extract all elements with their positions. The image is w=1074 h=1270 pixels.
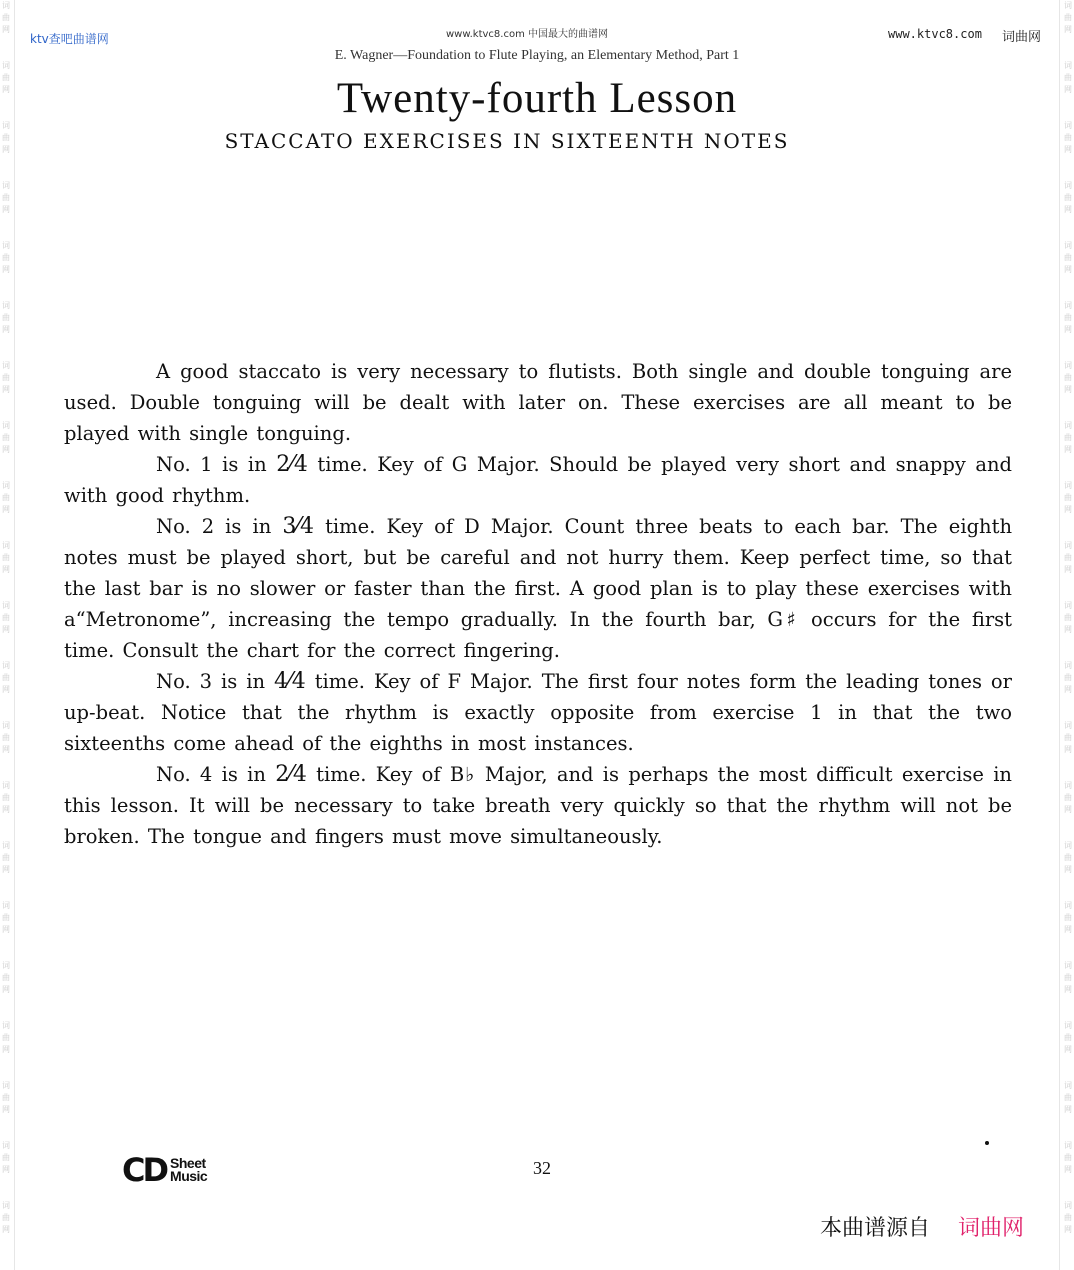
side-watermark-char: 网 <box>1064 145 1072 154</box>
side-watermark-group <box>2 1200 10 1236</box>
side-watermark-group <box>2 780 10 816</box>
side-watermark-char: 网 <box>1064 625 1072 634</box>
side-watermark-char: 网 <box>2 865 10 874</box>
side-watermark-char: 曲 <box>2 253 10 262</box>
lesson-subtitle: STACCATO EXERCISES IN SIXTEENTH NOTES <box>224 129 790 153</box>
side-watermark-char: 曲 <box>2 313 10 322</box>
side-watermark-char: 曲 <box>2 553 10 562</box>
side-watermark-char: 网 <box>1064 1105 1072 1114</box>
paragraph-intro-text: A good staccato is very necessary to flutists. Both single and double tonguing are used. Double tonguing will be dealt with later on. These exercises are all meant to be played with single tonguing. <box>64 360 1012 445</box>
lesson-title: Twenty-fourth Lesson <box>336 75 738 122</box>
side-watermark-char: 曲 <box>1064 253 1072 262</box>
side-watermark-char: 词 <box>1064 541 1072 550</box>
side-watermark-char: 词 <box>2 61 10 70</box>
side-watermark-char: 网 <box>2 385 10 394</box>
side-watermark-char: 词 <box>2 1021 10 1030</box>
side-watermark-char: 曲 <box>2 493 10 502</box>
side-watermark-group <box>1064 900 1072 936</box>
side-watermark-char: 网 <box>1064 325 1072 334</box>
side-watermark-group <box>1064 420 1072 456</box>
side-watermark-group <box>2 1080 10 1116</box>
right-margin-line <box>1059 0 1060 1270</box>
side-watermark-char: 曲 <box>2 913 10 922</box>
watermark-top-right-label[interactable]: 词曲网 <box>1002 30 1042 45</box>
side-watermark-group <box>2 660 10 696</box>
side-watermark-char: 曲 <box>1064 673 1072 682</box>
side-watermark-group <box>2 480 10 516</box>
side-watermark-char: 曲 <box>2 673 10 682</box>
side-watermark-char: 词 <box>1064 421 1072 430</box>
side-watermark-group <box>1064 1200 1072 1236</box>
side-watermark-char: 曲 <box>1064 1093 1072 1102</box>
side-watermark-char: 曲 <box>2 613 10 622</box>
side-watermark-char: 词 <box>1064 181 1072 190</box>
side-watermark-char: 词 <box>1064 361 1072 370</box>
side-watermark-char: 网 <box>2 1165 10 1174</box>
side-watermark-group <box>1064 240 1072 276</box>
side-watermark-char: 词 <box>2 241 10 250</box>
side-watermark-char: 词 <box>1064 781 1072 790</box>
side-watermark-char: 曲 <box>1064 973 1072 982</box>
side-watermark-char: 词 <box>1064 1201 1072 1210</box>
side-watermark-char: 网 <box>2 685 10 694</box>
side-watermark-char: 词 <box>2 781 10 790</box>
side-watermark-char: 曲 <box>1064 313 1072 322</box>
exercise-3-text: time. Key of F Major. The first four notes form the leading tones or up-beat. Notice that the rhythm is exactly opposite from exercise 1 in that the two sixteenths come ahead of the eighths in most instances. <box>64 670 1012 755</box>
side-watermark-char: 网 <box>1064 85 1072 94</box>
logo-cd-mark: CD <box>122 1151 167 1189</box>
right-watermark-strip <box>1062 0 1074 1270</box>
side-watermark-char: 曲 <box>1064 913 1072 922</box>
paragraph-intro <box>64 356 1012 449</box>
side-watermark-char: 网 <box>2 325 10 334</box>
side-watermark-char: 网 <box>1064 565 1072 574</box>
side-watermark-char: 词 <box>1064 481 1072 490</box>
side-watermark-char: 词 <box>2 481 10 490</box>
side-watermark-group <box>2 240 10 276</box>
side-watermark-char: 网 <box>2 25 10 34</box>
side-watermark-char: 网 <box>1064 445 1072 454</box>
side-watermark-group <box>1064 960 1072 996</box>
side-watermark-char: 词 <box>2 1081 10 1090</box>
paragraph-exercise-4 <box>64 759 1012 852</box>
side-watermark-group <box>1064 540 1072 576</box>
side-watermark-char: 曲 <box>2 1213 10 1222</box>
side-watermark-char: 网 <box>1064 925 1072 934</box>
side-watermark-group <box>1064 840 1072 876</box>
logo-words <box>170 1157 207 1183</box>
side-watermark-char: 曲 <box>2 793 10 802</box>
side-watermark-char: 词 <box>1064 121 1072 130</box>
side-watermark-char: 网 <box>2 625 10 634</box>
side-watermark-char: 词 <box>2 841 10 850</box>
side-watermark-char: 网 <box>2 1225 10 1234</box>
side-watermark-char: 词 <box>2 361 10 370</box>
side-watermark-char: 词 <box>1064 241 1072 250</box>
logo-word-sheet: Sheet <box>170 1155 206 1171</box>
side-watermark-group <box>1064 480 1072 516</box>
exercise-2-text: time. Key of D Major. Count three beats to each bar. The eighth notes must be played short, but be careful and not hurry them. Keep perfect time, so that the last bar is no slower or faster than the first. A good plan is to play these exercises with a“Metronome”, increasing the tempo gradually. In the fourth bar, G♯ occurs for the first time. Consult the chart for the correct fingering. <box>64 515 1013 662</box>
time-signature-2-4-b: 2⁄4 <box>275 762 307 787</box>
side-watermark-char: 曲 <box>1064 193 1072 202</box>
exercise-3-lead: No. 3 is in <box>156 670 266 693</box>
side-watermark-char: 网 <box>2 265 10 274</box>
side-watermark-char: 曲 <box>2 1093 10 1102</box>
side-watermark-char: 网 <box>1064 745 1072 754</box>
paragraph-exercise-3 <box>64 666 1012 759</box>
side-watermark-char: 网 <box>1064 1165 1072 1174</box>
side-watermark-group <box>2 180 10 216</box>
cd-sheet-music-logo <box>122 1150 232 1190</box>
side-watermark-char: 网 <box>2 985 10 994</box>
side-watermark-char: 词 <box>1064 1 1072 10</box>
side-watermark-char: 词 <box>1064 961 1072 970</box>
side-watermark-char: 曲 <box>1064 853 1072 862</box>
side-watermark-group <box>1064 660 1072 696</box>
side-watermark-char: 网 <box>1064 685 1072 694</box>
side-watermark-char: 网 <box>2 205 10 214</box>
side-watermark-char: 曲 <box>1064 733 1072 742</box>
side-watermark-group <box>2 1140 10 1176</box>
side-watermark-char: 网 <box>1064 865 1072 874</box>
side-watermark-group <box>1064 1020 1072 1056</box>
side-watermark-char: 词 <box>1064 661 1072 670</box>
time-signature-2-4: 2⁄4 <box>276 452 308 477</box>
paragraph-exercise-2 <box>64 511 1012 666</box>
side-watermark-char: 网 <box>2 1045 10 1054</box>
side-watermark-group <box>2 0 10 36</box>
side-watermark-char: 网 <box>1064 985 1072 994</box>
side-watermark-char: 网 <box>1064 265 1072 274</box>
side-watermark-char: 曲 <box>1064 613 1072 622</box>
side-watermark-char: 曲 <box>1064 1033 1072 1042</box>
side-watermark-group <box>1064 780 1072 816</box>
side-watermark-group <box>2 300 10 336</box>
footer-source-label: 本曲谱源自 <box>820 1216 931 1241</box>
side-watermark-group <box>1064 300 1072 336</box>
side-watermark-char: 网 <box>2 565 10 574</box>
side-watermark-char: 词 <box>1064 1081 1072 1090</box>
side-watermark-char: 曲 <box>1064 373 1072 382</box>
side-watermark-group <box>1064 0 1072 36</box>
side-watermark-char: 词 <box>2 121 10 130</box>
side-watermark-char: 网 <box>1064 1045 1072 1054</box>
side-watermark-char: 网 <box>2 145 10 154</box>
side-watermark-group <box>1064 1140 1072 1176</box>
side-watermark-char: 曲 <box>1064 793 1072 802</box>
side-watermark-char: 词 <box>1064 841 1072 850</box>
left-watermark-strip <box>0 0 12 1270</box>
side-watermark-char: 曲 <box>2 133 10 142</box>
side-watermark-char: 词 <box>1064 601 1072 610</box>
side-watermark-char: 网 <box>1064 505 1072 514</box>
side-watermark-group <box>2 900 10 936</box>
side-watermark-char: 词 <box>2 1 10 10</box>
side-watermark-group <box>1064 1080 1072 1116</box>
side-watermark-char: 词 <box>2 901 10 910</box>
running-head: E. Wagner—Foundation to Flute Playing, an Elementary Method, Part 1 <box>334 48 740 63</box>
side-watermark-char: 曲 <box>1064 73 1072 82</box>
side-watermark-char: 词 <box>1064 721 1072 730</box>
side-watermark-char: 曲 <box>2 373 10 382</box>
side-watermark-group <box>2 360 10 396</box>
time-signature-3-4: 3⁄4 <box>282 514 315 539</box>
side-watermark-group <box>2 540 10 576</box>
side-watermark-char: 曲 <box>2 1153 10 1162</box>
stray-dot <box>985 1141 989 1145</box>
side-watermark-char: 词 <box>1064 301 1072 310</box>
side-watermark-group <box>2 1020 10 1056</box>
side-watermark-char: 网 <box>2 805 10 814</box>
side-watermark-char: 网 <box>1064 805 1072 814</box>
watermark-top-left[interactable]: ktv查吧曲谱网 <box>30 32 109 46</box>
time-signature-4-4: 4⁄4 <box>274 669 306 694</box>
side-watermark-char: 网 <box>1064 25 1072 34</box>
side-watermark-char: 网 <box>1064 1225 1072 1234</box>
side-watermark-char: 网 <box>2 925 10 934</box>
side-watermark-char: 曲 <box>2 13 10 22</box>
side-watermark-char: 网 <box>2 445 10 454</box>
side-watermark-char: 词 <box>2 421 10 430</box>
side-watermark-group <box>1064 600 1072 636</box>
paragraph-exercise-1 <box>64 449 1012 511</box>
side-watermark-char: 网 <box>2 505 10 514</box>
side-watermark-char: 词 <box>2 301 10 310</box>
side-watermark-char: 网 <box>1064 205 1072 214</box>
exercise-1-lead: No. 1 is in <box>156 453 267 476</box>
side-watermark-char: 网 <box>1064 385 1072 394</box>
side-watermark-char: 曲 <box>2 853 10 862</box>
side-watermark-group <box>1064 180 1072 216</box>
exercise-2-lead: No. 2 is in <box>156 515 272 538</box>
side-watermark-char: 词 <box>2 1201 10 1210</box>
side-watermark-char: 词 <box>2 961 10 970</box>
side-watermark-group <box>2 420 10 456</box>
logo-word-music: Music <box>170 1168 208 1184</box>
side-watermark-group <box>1064 120 1072 156</box>
exercise-1-text: time. Key of G Major. Should be played very short and snappy and with good rhythm. <box>64 453 1013 507</box>
side-watermark-char: 词 <box>2 721 10 730</box>
exercise-4-lead: No. 4 is in <box>156 763 266 786</box>
side-watermark-char: 词 <box>2 661 10 670</box>
side-watermark-char: 曲 <box>2 733 10 742</box>
side-watermark-group <box>1064 360 1072 396</box>
watermark-top-center[interactable]: www.ktvc8.com 中国最大的曲谱网 <box>446 29 609 40</box>
side-watermark-char: 曲 <box>1064 433 1072 442</box>
side-watermark-char: 词 <box>1064 61 1072 70</box>
side-watermark-char: 词 <box>2 1141 10 1150</box>
side-watermark-char: 曲 <box>1064 1213 1072 1222</box>
side-watermark-char: 词 <box>2 181 10 190</box>
side-watermark-char: 词 <box>2 541 10 550</box>
side-watermark-char: 曲 <box>1064 493 1072 502</box>
side-watermark-char: 曲 <box>1064 1153 1072 1162</box>
side-watermark-char: 曲 <box>2 193 10 202</box>
lesson-body <box>64 356 1012 852</box>
left-margin-line <box>14 0 15 1270</box>
exercise-4-text: time. Key of B♭ Major, and is perhaps the most difficult exercise in this lesson. It will be necessary to take breath very quickly so that the rhythm will not be broken. The tongue and fingers must move simultaneously. <box>64 763 1012 848</box>
watermark-top-right[interactable]: www.ktvc8.com <box>888 27 982 41</box>
side-watermark-char: 网 <box>2 1105 10 1114</box>
side-watermark-char: 曲 <box>1064 553 1072 562</box>
side-watermark-char: 词 <box>1064 901 1072 910</box>
side-watermark-char: 词 <box>1064 1021 1072 1030</box>
footer-source-site[interactable]: 词曲网 <box>958 1216 1025 1241</box>
side-watermark-group <box>2 720 10 756</box>
side-watermark-char: 网 <box>2 85 10 94</box>
side-watermark-char: 曲 <box>1064 133 1072 142</box>
side-watermark-char: 曲 <box>1064 13 1072 22</box>
side-watermark-char: 曲 <box>2 973 10 982</box>
side-watermark-char: 网 <box>2 745 10 754</box>
side-watermark-char: 曲 <box>2 1033 10 1042</box>
side-watermark-char: 词 <box>1064 1141 1072 1150</box>
side-watermark-group <box>2 600 10 636</box>
side-watermark-group <box>2 840 10 876</box>
side-watermark-char: 曲 <box>2 73 10 82</box>
side-watermark-char: 词 <box>2 601 10 610</box>
side-watermark-group <box>1064 720 1072 756</box>
side-watermark-char: 曲 <box>2 433 10 442</box>
side-watermark-group <box>2 960 10 996</box>
page-number: 32 <box>533 1158 551 1178</box>
